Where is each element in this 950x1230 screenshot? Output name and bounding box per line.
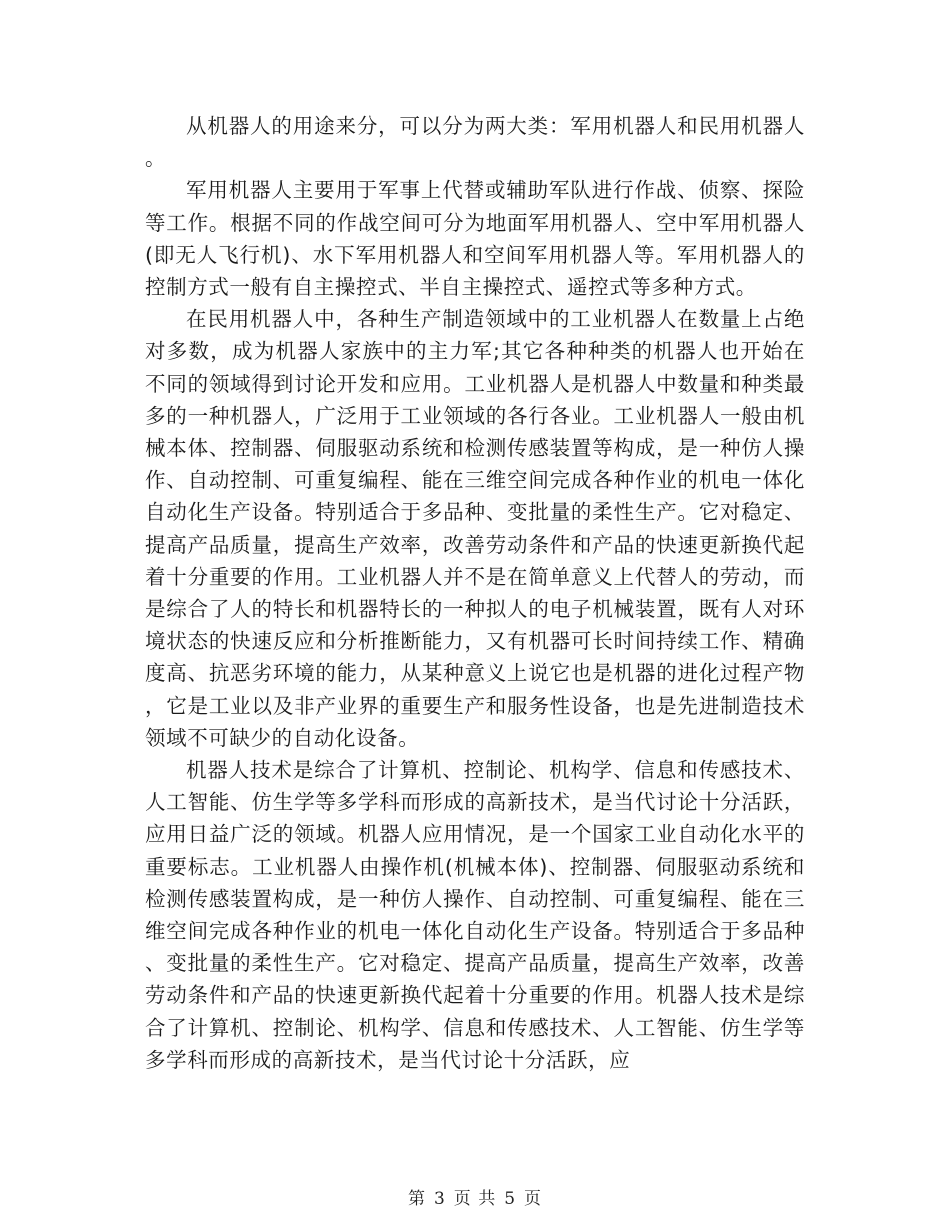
page-label-prefix: 第 <box>407 1189 426 1209</box>
document-body <box>145 110 805 1076</box>
total-pages-number: 5 <box>504 1189 517 1209</box>
paragraph-civil-robots: 在民用机器人中，各种生产制造领域中的工业机器人在数量上占绝对多数，成为机器人家族中的主力军;其它各种种类的机器人也开始在不同的领域得到讨论开发和应用。工业机器人是机器人中数量和种类最多的一种机器人，广泛用于工业领域的各行各业。工业机器人一般由机械本体、控制器、伺服驱动系统和检测传感装置等构成，是一种仿人操作、自动控制、可重复编程、能在三维空间完成各种作业的机电一体化自动化生产设备。特别适合于多品种、变批量的柔性生产。它对稳定、提高产品质量，提高生产效率，改善劳动条件和产品的快速更新换代起着十分重要的作用。工业机器人并不是在简单意义上代替人的劳动，而是综合了人的特长和机器特长的一种拟人的电子机械装置，既有人对环境状态的快速反应和分析推断能力，又有机器可长时间持续工作、精确度高、抗恶劣环境的能力，从某种意义上说它也是机器的进化过程产物，它是工业以及非产业界的重要生产和服务性设备，也是先进制造技术领域不可缺少的自动化设备。 <box>145 307 805 750</box>
paragraph-usage-classification: 从机器人的用途来分，可以分为两大类：军用机器人和民用机器人。 <box>145 114 805 171</box>
current-page-number: 3 <box>433 1189 446 1209</box>
page-label-mid: 页 共 <box>453 1189 497 1209</box>
paragraph-military-robots: 军用机器人主要用于军事上代替或辅助军队进行作战、侦察、探险等工作。根据不同的作战空间可分为地面军用机器人、空中军用机器人(即无人飞行机)、水下军用机器人和空间军用机器人等。军用机器人的控制方式一般有自主操控式、半自主操控式、遥控式等多种方式。 <box>145 178 805 300</box>
page-label-suffix: 页 <box>524 1189 543 1209</box>
paragraph-robot-technology: 机器人技术是综合了计算机、控制论、机构学、信息和传感技术、人工智能、仿生学等多学科而形成的高新技术，是当代讨论十分活跃，应用日益广泛的领域。机器人应用情况，是一个国家工业自动化水平的重要标志。工业机器人由操作机(机械本体)、控制器、伺服驱动系统和检测传感装置构成，是一种仿人操作、自动控制、可重复编程、能在三维空间完成各种作业的机电一体化自动化生产设备。特别适合于多品种、变批量的柔性生产。它对稳定、提高产品质量，提高生产效率，改善劳动条件和产品的快速更新换代起着十分重要的作用。机器人技术是综合了计算机、控制论、机构学、信息和传感技术、人工智能、仿生学等多学科而形成的高新技术，是当代讨论十分活跃，应 <box>145 758 805 1072</box>
page-footer <box>0 1184 950 1209</box>
